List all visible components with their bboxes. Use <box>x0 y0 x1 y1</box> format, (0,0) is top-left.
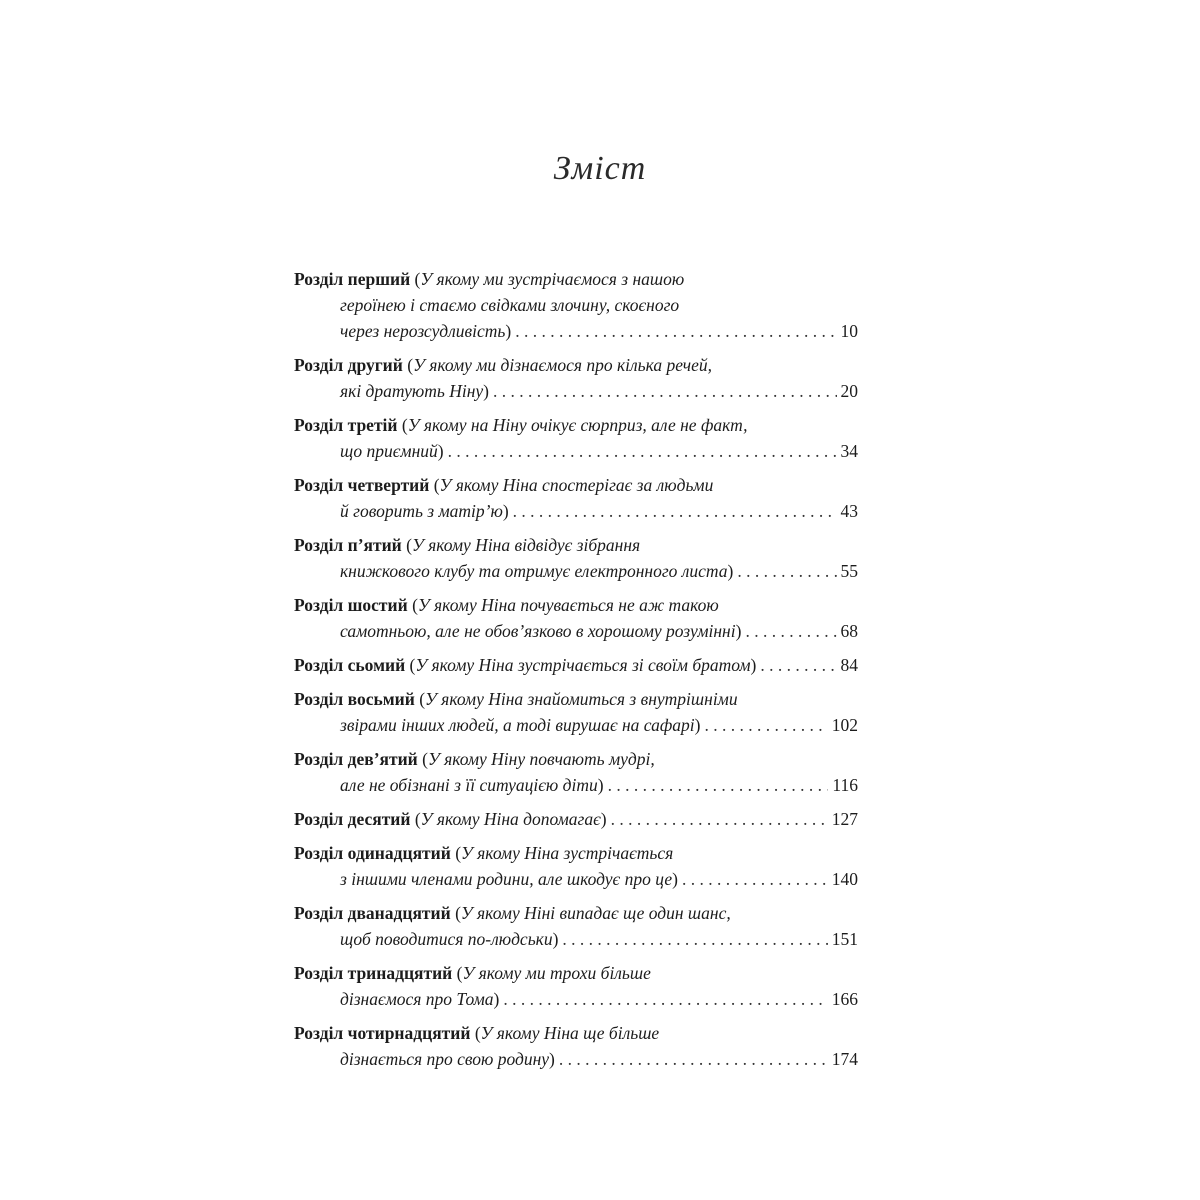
toc-entry-line <box>294 352 858 378</box>
toc-entry <box>294 746 858 798</box>
chapter-description: але не обізнані з її ситуацією діти <box>340 775 598 795</box>
page-number: 166 <box>831 989 858 1009</box>
toc-entry-line <box>294 926 858 952</box>
toc-entry-text: книжкового клубу та отримує електронного листа) <box>340 561 734 581</box>
toc-entry-text: щоб поводитися по-людськи) <box>340 929 559 949</box>
toc-entry-text: але не обізнані з її ситуацією діти) <box>340 775 604 795</box>
page-number: 20 <box>840 381 858 401</box>
toc-entry-text: Розділ сьомий (У якому Ніна зустрічається зі своїм братом) <box>294 655 757 675</box>
dot-leader <box>503 986 827 1012</box>
chapter-title: Розділ шостий <box>294 595 408 615</box>
chapter-description: через нерозсудливість <box>340 321 506 341</box>
chapter-description: щоб поводитися по-людськи <box>340 929 553 949</box>
toc-entry-text: Розділ одинадцятий (У якому Ніна зустрічається <box>294 843 674 863</box>
page-number: 127 <box>831 809 858 829</box>
toc-entry <box>294 532 858 584</box>
page-number: 140 <box>831 869 858 889</box>
toc-entry-text: Розділ шостий (У якому Ніна почувається не аж такою <box>294 595 719 615</box>
dot-leader <box>745 618 836 644</box>
toc-entry <box>294 592 858 644</box>
toc-entry-line <box>294 986 858 1012</box>
chapter-description: дізнається про свою родину <box>340 1049 550 1069</box>
toc-entry-line <box>294 558 858 584</box>
chapter-description: книжкового клубу та отримує електронного листа <box>340 561 728 581</box>
toc-entry <box>294 1020 858 1072</box>
chapter-title: Розділ третій <box>294 415 398 435</box>
toc-entry-text: звірами інших людей, а тоді вирушає на сафарі) <box>340 715 701 735</box>
page-number: 43 <box>840 501 858 521</box>
toc-entry-text: й говорить з матір’ю) <box>340 501 509 521</box>
dot-leader <box>448 438 837 464</box>
toc-entry-line <box>294 266 858 292</box>
toc-entry <box>294 840 858 892</box>
page-number: 102 <box>831 715 858 735</box>
dot-leader <box>682 866 828 892</box>
dot-leader <box>611 806 828 832</box>
dot-leader <box>737 558 836 584</box>
chapter-title: Розділ п’ятий <box>294 535 402 555</box>
toc-entry <box>294 686 858 738</box>
toc-entry-line <box>294 378 858 404</box>
chapter-description: У якому Ніна допомагає <box>420 809 601 829</box>
toc-entry-text: через нерозсудливість) <box>340 321 512 341</box>
dot-leader <box>513 498 837 524</box>
toc-entry-line <box>294 592 858 618</box>
toc-entry-text: Розділ перший (У якому ми зустрічаємося з нашою <box>294 269 685 289</box>
toc-entry-line <box>294 412 858 438</box>
dot-leader <box>760 652 836 678</box>
toc-entry-text: дізнається про свою родину) <box>340 1049 555 1069</box>
toc-entry-line <box>294 900 858 926</box>
chapter-title: Розділ десятий <box>294 809 411 829</box>
toc-entry <box>294 960 858 1012</box>
toc-entry-text: з іншими членами родини, але шкодує про це) <box>340 869 678 889</box>
chapter-title: Розділ дванадцятий <box>294 903 451 923</box>
chapter-title: Розділ дев’ятий <box>294 749 418 769</box>
toc-entry-text: Розділ чотирнадцятий (У якому Ніна ще більше <box>294 1023 660 1043</box>
dot-leader <box>562 926 827 952</box>
toc-entry <box>294 472 858 524</box>
toc-entry-text: Розділ п’ятий (У якому Ніна відвідує зібрання <box>294 535 641 555</box>
toc-entry-line <box>294 866 858 892</box>
chapter-description: У якому ми дізнаємося про кілька речей, <box>413 355 713 375</box>
page-number: 174 <box>831 1049 858 1069</box>
page-number: 34 <box>840 441 858 461</box>
toc-entry-line <box>294 472 858 498</box>
chapter-title: Розділ четвертий <box>294 475 430 495</box>
dot-leader <box>705 712 828 738</box>
chapter-description: У якому Ніна відвідує зібрання <box>411 535 641 555</box>
toc-entry-text: що приємний) <box>340 441 444 461</box>
chapter-title: Розділ перший <box>294 269 411 289</box>
chapter-title: Розділ чотирнадцятий <box>294 1023 471 1043</box>
toc-entry-line <box>294 840 858 866</box>
toc-entry-text: які дратують Ніну) <box>340 381 489 401</box>
toc-entry-line <box>294 292 858 318</box>
chapter-description: що приємний <box>340 441 438 461</box>
chapter-description: У якому Ніна зустрічається зі своїм братом <box>415 655 751 675</box>
toc-entry-text: Розділ восьмий (У якому Ніна знайомиться з внутрішніми <box>294 689 738 709</box>
chapter-description: У якому ми зустрічаємося з нашою <box>420 269 685 289</box>
chapter-description: У якому на Ніну очікує сюрприз, але не факт, <box>407 415 748 435</box>
toc-entry <box>294 266 858 344</box>
chapter-description: У якому Ніна зустрічається <box>461 843 674 863</box>
toc-entry-text: Розділ тринадцятий (У якому ми трохи більше <box>294 963 651 983</box>
chapter-title: Розділ тринадцятий <box>294 963 453 983</box>
toc-entry-text: Розділ другий (У якому ми дізнаємося про кілька речей, <box>294 355 713 375</box>
toc-entry-line <box>294 806 858 832</box>
chapter-description: У якому Ніна ще більше <box>480 1023 660 1043</box>
chapter-description: У якому Ніну повчають мудрі, <box>427 749 655 769</box>
toc-entry-line <box>294 318 858 344</box>
toc-entry-line <box>294 1046 858 1072</box>
toc-entry <box>294 900 858 952</box>
chapter-title: Розділ одинадцятий <box>294 843 451 863</box>
page-number: 151 <box>831 929 858 949</box>
toc-entry-line <box>294 438 858 464</box>
chapter-title: Розділ сьомий <box>294 655 406 675</box>
toc-entry-text <box>340 295 679 315</box>
chapter-description: дізнаємося про Тома <box>340 989 494 1009</box>
chapter-description: У якому Ніна знайомиться з внутрішніми <box>425 689 738 709</box>
chapter-description: У якому Ніні випадає ще один шанс, <box>460 903 731 923</box>
toc-entry-text: дізнаємося про Тома) <box>340 989 500 1009</box>
toc-entry-line <box>294 652 858 678</box>
page-number: 10 <box>840 321 858 341</box>
dot-leader <box>493 378 837 404</box>
toc-entry-line <box>294 772 858 798</box>
chapter-description: й говорить з матір’ю <box>340 501 503 521</box>
page-number: 116 <box>832 775 858 795</box>
chapter-description: з іншими членами родини, але шкодує про це <box>340 869 673 889</box>
toc-entry <box>294 806 858 832</box>
toc-entry-line <box>294 618 858 644</box>
toc-entry-line <box>294 532 858 558</box>
toc-entry-text: Розділ десятий (У якому Ніна допомагає) <box>294 809 607 829</box>
toc-entry <box>294 652 858 678</box>
dot-leader <box>608 772 829 798</box>
page-number: 84 <box>840 655 858 675</box>
toc-entry-line <box>294 498 858 524</box>
toc-entry-text: Розділ дванадцятий (У якому Ніні випадає ще один шанс, <box>294 903 731 923</box>
toc-entry-line <box>294 686 858 712</box>
toc-entry-text: Розділ четвертий (У якому Ніна спостерігає за людьми <box>294 475 714 495</box>
chapter-description: У якому ми трохи більше <box>462 963 651 983</box>
chapter-title: Розділ другий <box>294 355 403 375</box>
toc-entry-line <box>294 712 858 738</box>
toc-entry <box>294 412 858 464</box>
toc-entry-line <box>294 960 858 986</box>
toc-entry-line <box>294 746 858 772</box>
chapter-description: У якому Ніна спостерігає за людьми <box>439 475 714 495</box>
toc-entry-text: самотньою, але не обов’язково в хорошому розумінні) <box>340 621 742 641</box>
chapter-title: Розділ восьмий <box>294 689 415 709</box>
toc-entry <box>294 352 858 404</box>
page-number: 68 <box>840 621 858 641</box>
page-number: 55 <box>840 561 858 581</box>
toc-entry-text: Розділ дев’ятий (У якому Ніну повчають мудрі, <box>294 749 655 769</box>
toc-entry-line <box>294 1020 858 1046</box>
chapter-description: У якому Ніна почувається не аж такою <box>417 595 719 615</box>
dot-leader <box>559 1046 828 1072</box>
chapter-description: самотньою, але не обов’язково в хорошому розумінні <box>340 621 736 641</box>
page-title: Зміст <box>553 150 647 187</box>
dot-leader <box>515 318 836 344</box>
chapter-description: які дратують Ніну <box>340 381 484 401</box>
chapter-description: звірами інших людей, а тоді вирушає на сафарі <box>340 715 695 735</box>
chapter-description: героїнею і стаємо свідками злочину, скоєного <box>340 295 680 315</box>
toc-entry-text: Розділ третій (У якому на Ніну очікує сюрприз, але не факт, <box>294 415 748 435</box>
